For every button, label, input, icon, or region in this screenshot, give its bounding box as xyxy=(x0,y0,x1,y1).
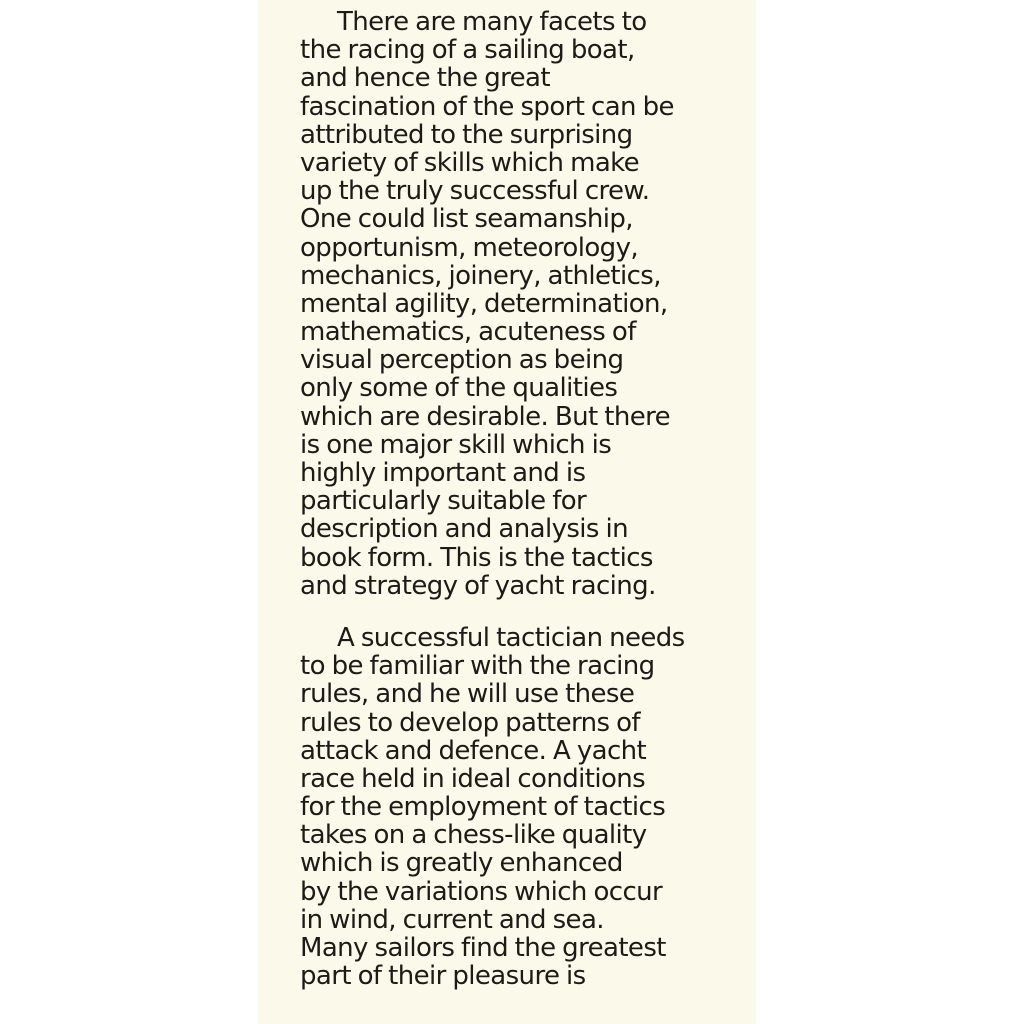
text-line: and hence the great xyxy=(300,63,550,94)
text-line: to be familiar with the racing xyxy=(300,651,655,682)
paragraph-gap xyxy=(300,600,756,624)
text-line: Many sailors find the greatest xyxy=(300,933,666,963)
text-line: attributed to the surprising xyxy=(300,119,633,150)
text-line: takes on a chess-like quality xyxy=(300,820,647,851)
text-line: mathematics, acuteness of xyxy=(300,317,636,348)
text-line: variety of skills which make xyxy=(300,147,640,178)
text-line: mental agility, determination, xyxy=(300,288,668,319)
text-line: is one major skill which is xyxy=(300,429,612,460)
text-line: book form. This is the tactics xyxy=(300,542,653,573)
text-line: which is greatly enhanced xyxy=(300,848,623,879)
text-line: fascination of the sport can be xyxy=(300,91,674,122)
text-line: visual perception as being xyxy=(300,345,624,376)
text-line: which are desirable. But there xyxy=(300,401,671,432)
text-line: part of their pleasure is xyxy=(300,961,586,992)
text-line: by the variations which occur xyxy=(300,876,663,907)
paragraph-1 xyxy=(300,8,756,600)
text-line: and strategy of yacht racing. xyxy=(300,570,656,601)
text-line: One could list seamanship, xyxy=(300,204,633,235)
book-page xyxy=(258,0,756,1024)
text-line: opportunism, meteorology, xyxy=(300,232,639,263)
text-line: rules to develop patterns of xyxy=(300,707,640,738)
paragraph-2 xyxy=(300,624,756,990)
text-line: race held in ideal conditions xyxy=(300,763,646,794)
text-line: There are many facets to xyxy=(337,7,647,37)
text-line: attack and defence. A yacht xyxy=(300,735,647,766)
text-line: up the truly successful crew. xyxy=(300,176,650,207)
text-line: in wind, current and sea. xyxy=(300,904,604,935)
text-line: mechanics, joinery, athletics, xyxy=(300,260,661,291)
text-line: description and analysis in xyxy=(300,514,629,545)
text-line: only some of the qualities xyxy=(300,373,618,404)
text-line: the racing of a sailing boat, xyxy=(300,35,635,66)
text-line: for the employment of tactics xyxy=(300,792,666,823)
text-line: A successful tactician needs xyxy=(337,622,685,653)
text-line: particularly suitable for xyxy=(300,486,587,517)
text-line: rules, and he will use these xyxy=(300,679,635,710)
text-line: highly important and is xyxy=(300,458,586,488)
